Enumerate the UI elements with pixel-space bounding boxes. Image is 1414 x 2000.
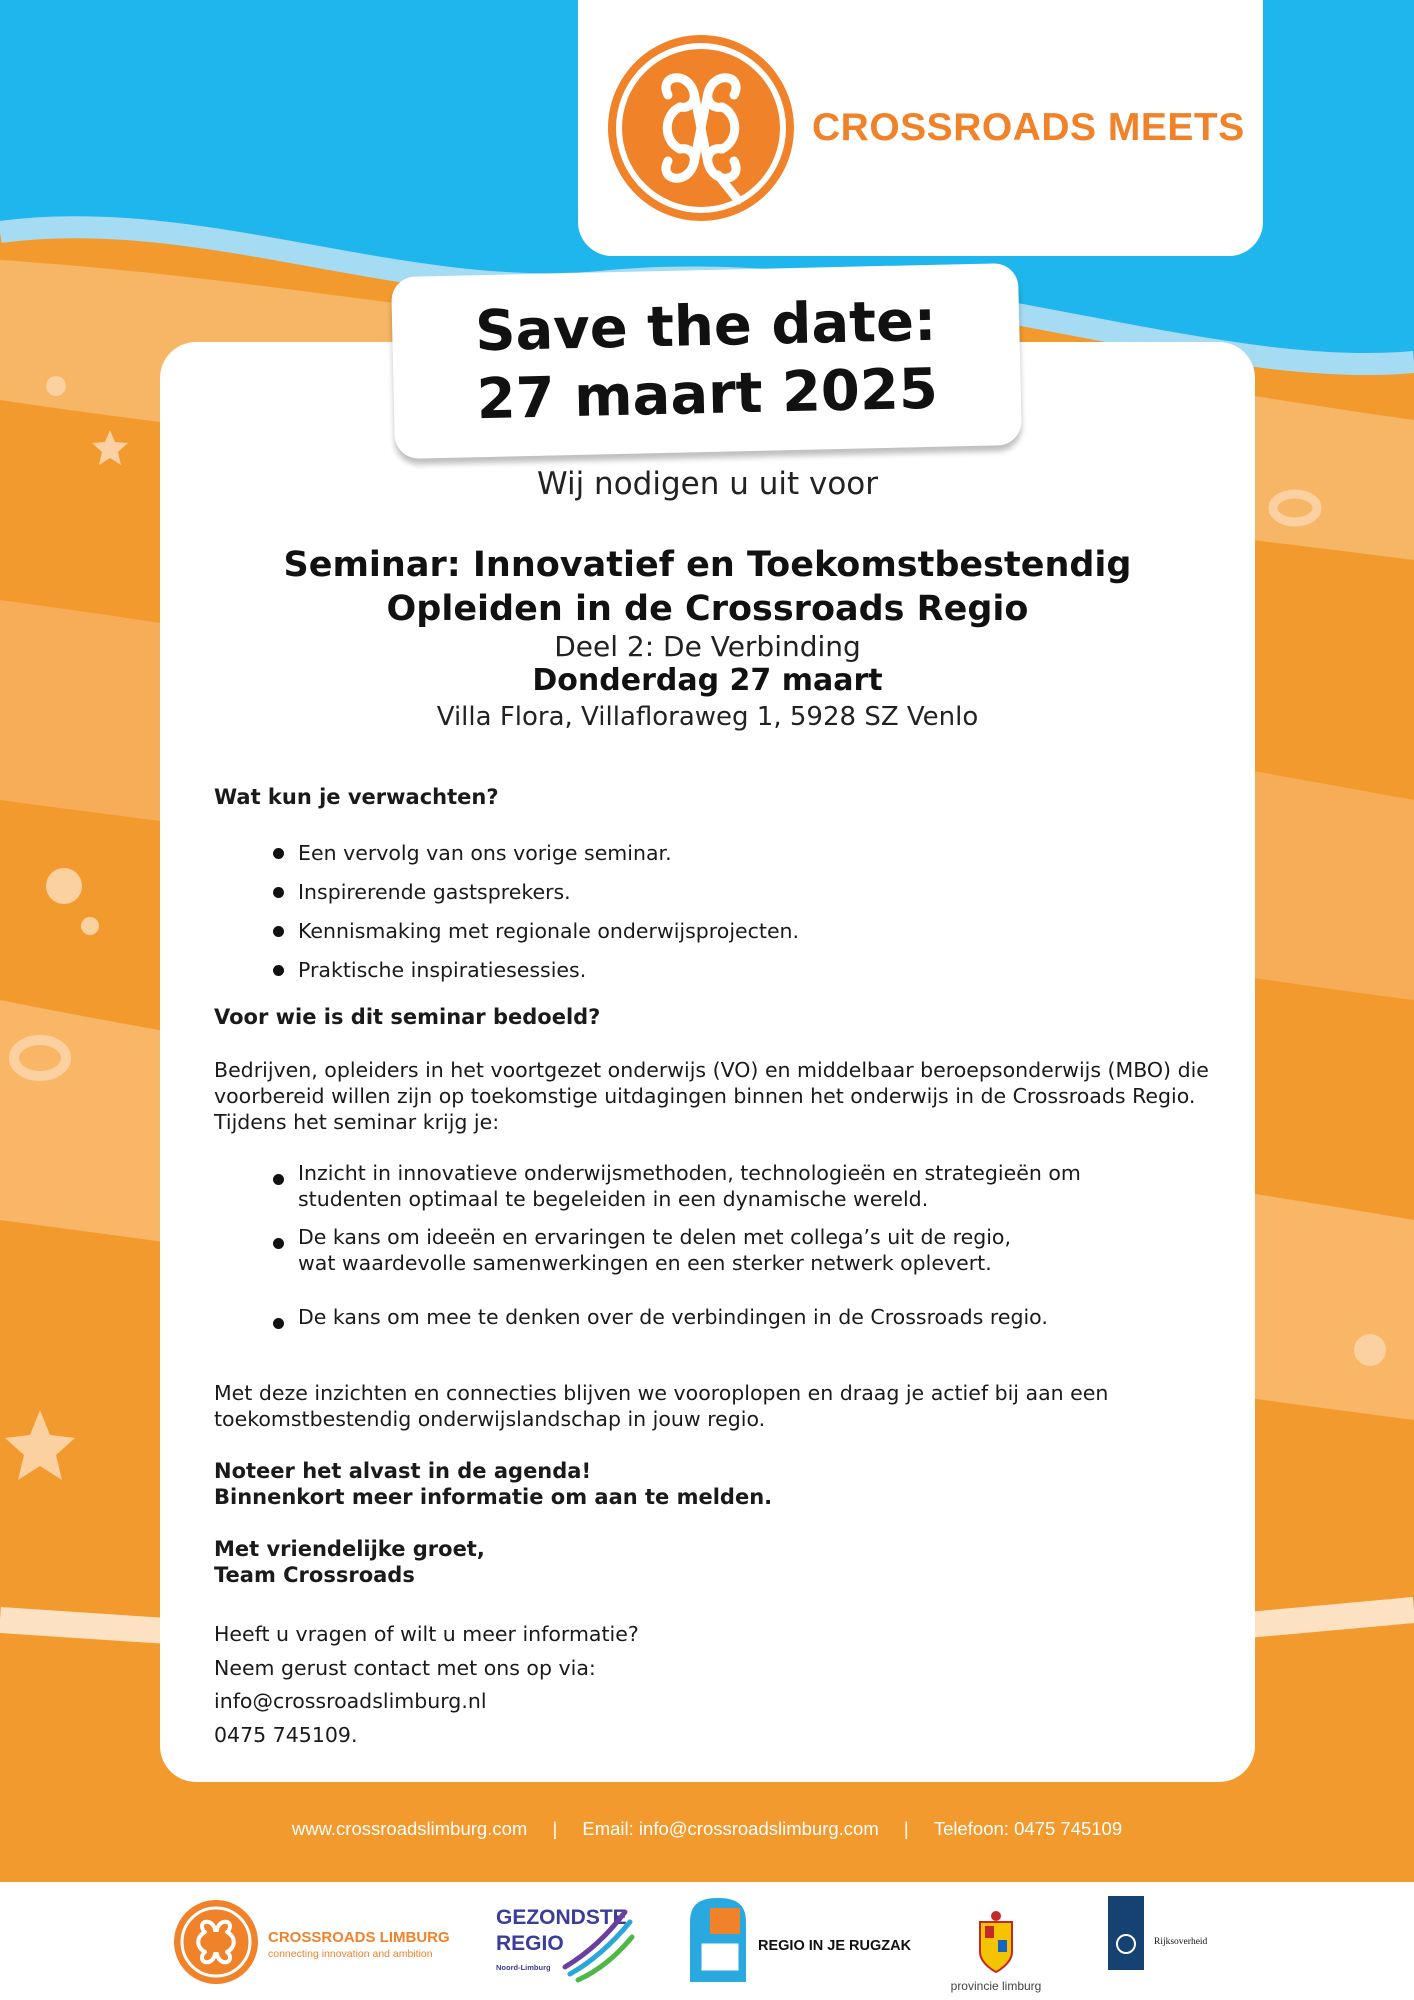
list-item: Kennismaking met regionale onderwijsprojecten. <box>214 912 1214 951</box>
list-item: Inzicht in innovatieve onderwijsmethoden, technologieën en strategieën om studenten optimaal te begeleiden in een dynamische wereld. <box>214 1160 1094 1212</box>
seminar-title-line2: Opleiden in de Crossroads Regio <box>386 589 1029 629</box>
crossroads-logo-icon <box>608 35 794 221</box>
invite-text: Wij nodigen u uit voor <box>537 466 878 502</box>
crossroads-limburg-tagline: connecting innovation and ambition <box>268 1948 433 1960</box>
signoff-line1: Met vriendelijke groet, <box>214 1537 485 1561</box>
agenda-line2: Binnenkort meer informatie om aan te melden. <box>214 1485 773 1509</box>
audience-heading: Voor wie is dit seminar bedoeld? <box>214 1005 601 1029</box>
contact-phone: 0475 745109. <box>214 1722 358 1747</box>
rugzak-label: REGIO IN JE RUGZAK <box>758 1938 912 1954</box>
footer-separator: | <box>903 1818 909 1839</box>
seminar-subtitle: Deel 2: De Verbinding <box>554 630 861 663</box>
seminar-title <box>160 543 1255 631</box>
list-item: Een vervolg van ons vorige seminar. <box>214 834 1214 873</box>
contact-block <box>214 1618 1214 1752</box>
list-item: Praktische inspiratiesessies. <box>214 951 1214 990</box>
signoff-line2: Team Crossroads <box>214 1563 415 1587</box>
signoff <box>214 1536 1214 1588</box>
seminar-venue: Villa Flora, Villafloraweg 1, 5928 SZ Venlo <box>436 702 979 732</box>
expect-heading: Wat kun je verwachten? <box>214 785 499 809</box>
audience-paragraph: Bedrijven, opleiders in het voortgezet onderwijs (VO) en middelbaar beroepsonderwijs (MBO) die voorbereid willen zijn op toekomstige uitdagingen binnen het onderwijs in de Crossroads Regio. Tijdens het seminar krijg je: <box>214 1058 1209 1134</box>
closing-paragraph: Met deze inzichten en connecties blijven we vooroplopen en draag je actief bij aan een toekomstbestendig onderwijslandschap in jouw regio. <box>214 1381 1109 1431</box>
list-item: De kans om ideeën en ervaringen te delen met collega’s uit de regio, wat waardevolle samenwerkingen en een sterker netwerk oplevert. <box>214 1224 1054 1276</box>
save-date-line2: 27 maart 2025 <box>476 356 939 433</box>
save-date-line1: Save the date: <box>474 288 938 365</box>
gezondste-line1: GEZONDSTE <box>496 1906 627 1929</box>
seminar-title-line1: Seminar: Innovatief en Toekomstbestendig <box>283 545 1132 585</box>
contact-line1: Heeft u vragen of wilt u meer informatie? <box>214 1622 639 1646</box>
footer-phone: Telefoon: 0475 745109 <box>933 1818 1123 1839</box>
contact-email-link[interactable]: info@crossroadslimburg.nl <box>214 1689 487 1713</box>
gezondste-regio-logo <box>496 1906 632 1980</box>
crossroads-limburg-logo <box>174 1900 450 1984</box>
expect-list <box>214 834 1214 990</box>
footer-separator: | <box>552 1818 558 1839</box>
footer-contact-line <box>0 1818 1414 1840</box>
audience-list <box>214 1160 1094 1330</box>
brand-name: CROSSROADS MEETS <box>812 106 1245 149</box>
gezondste-line3: Noord-Limburg <box>496 1963 551 1972</box>
rijksoverheid-logo <box>1108 1896 1208 1970</box>
agenda-note <box>214 1458 1214 1510</box>
footer-email-link[interactable]: Email: info@crossroadslimburg.com <box>582 1818 879 1839</box>
save-the-date-box <box>391 263 1022 459</box>
logo-header <box>578 0 1263 256</box>
seminar-day: Donderdag 27 maart <box>532 663 883 698</box>
regio-in-je-rugzak-logo <box>690 1898 912 1982</box>
rijksoverheid-label: Rijksoverheid <box>1154 1937 1208 1947</box>
provincie-label: provincie limburg <box>950 1979 1042 1993</box>
contact-line2: Neem gerust contact met ons op via: <box>214 1655 596 1680</box>
provincie-limburg-logo <box>951 1911 1042 1993</box>
footer-website-link[interactable]: www.crossroadslimburg.com <box>291 1818 528 1839</box>
agenda-line1: Noteer het alvast in de agenda! <box>214 1459 592 1483</box>
partner-logos <box>0 1882 1414 2000</box>
list-item: De kans om mee te denken over de verbindingen in de Crossroads regio. <box>214 1304 1094 1330</box>
list-item: Inspirerende gastsprekers. <box>214 873 1214 912</box>
gezondste-line2: REGIO <box>496 1932 564 1955</box>
crossroads-limburg-title: CROSSROADS LIMBURG <box>268 1929 450 1946</box>
